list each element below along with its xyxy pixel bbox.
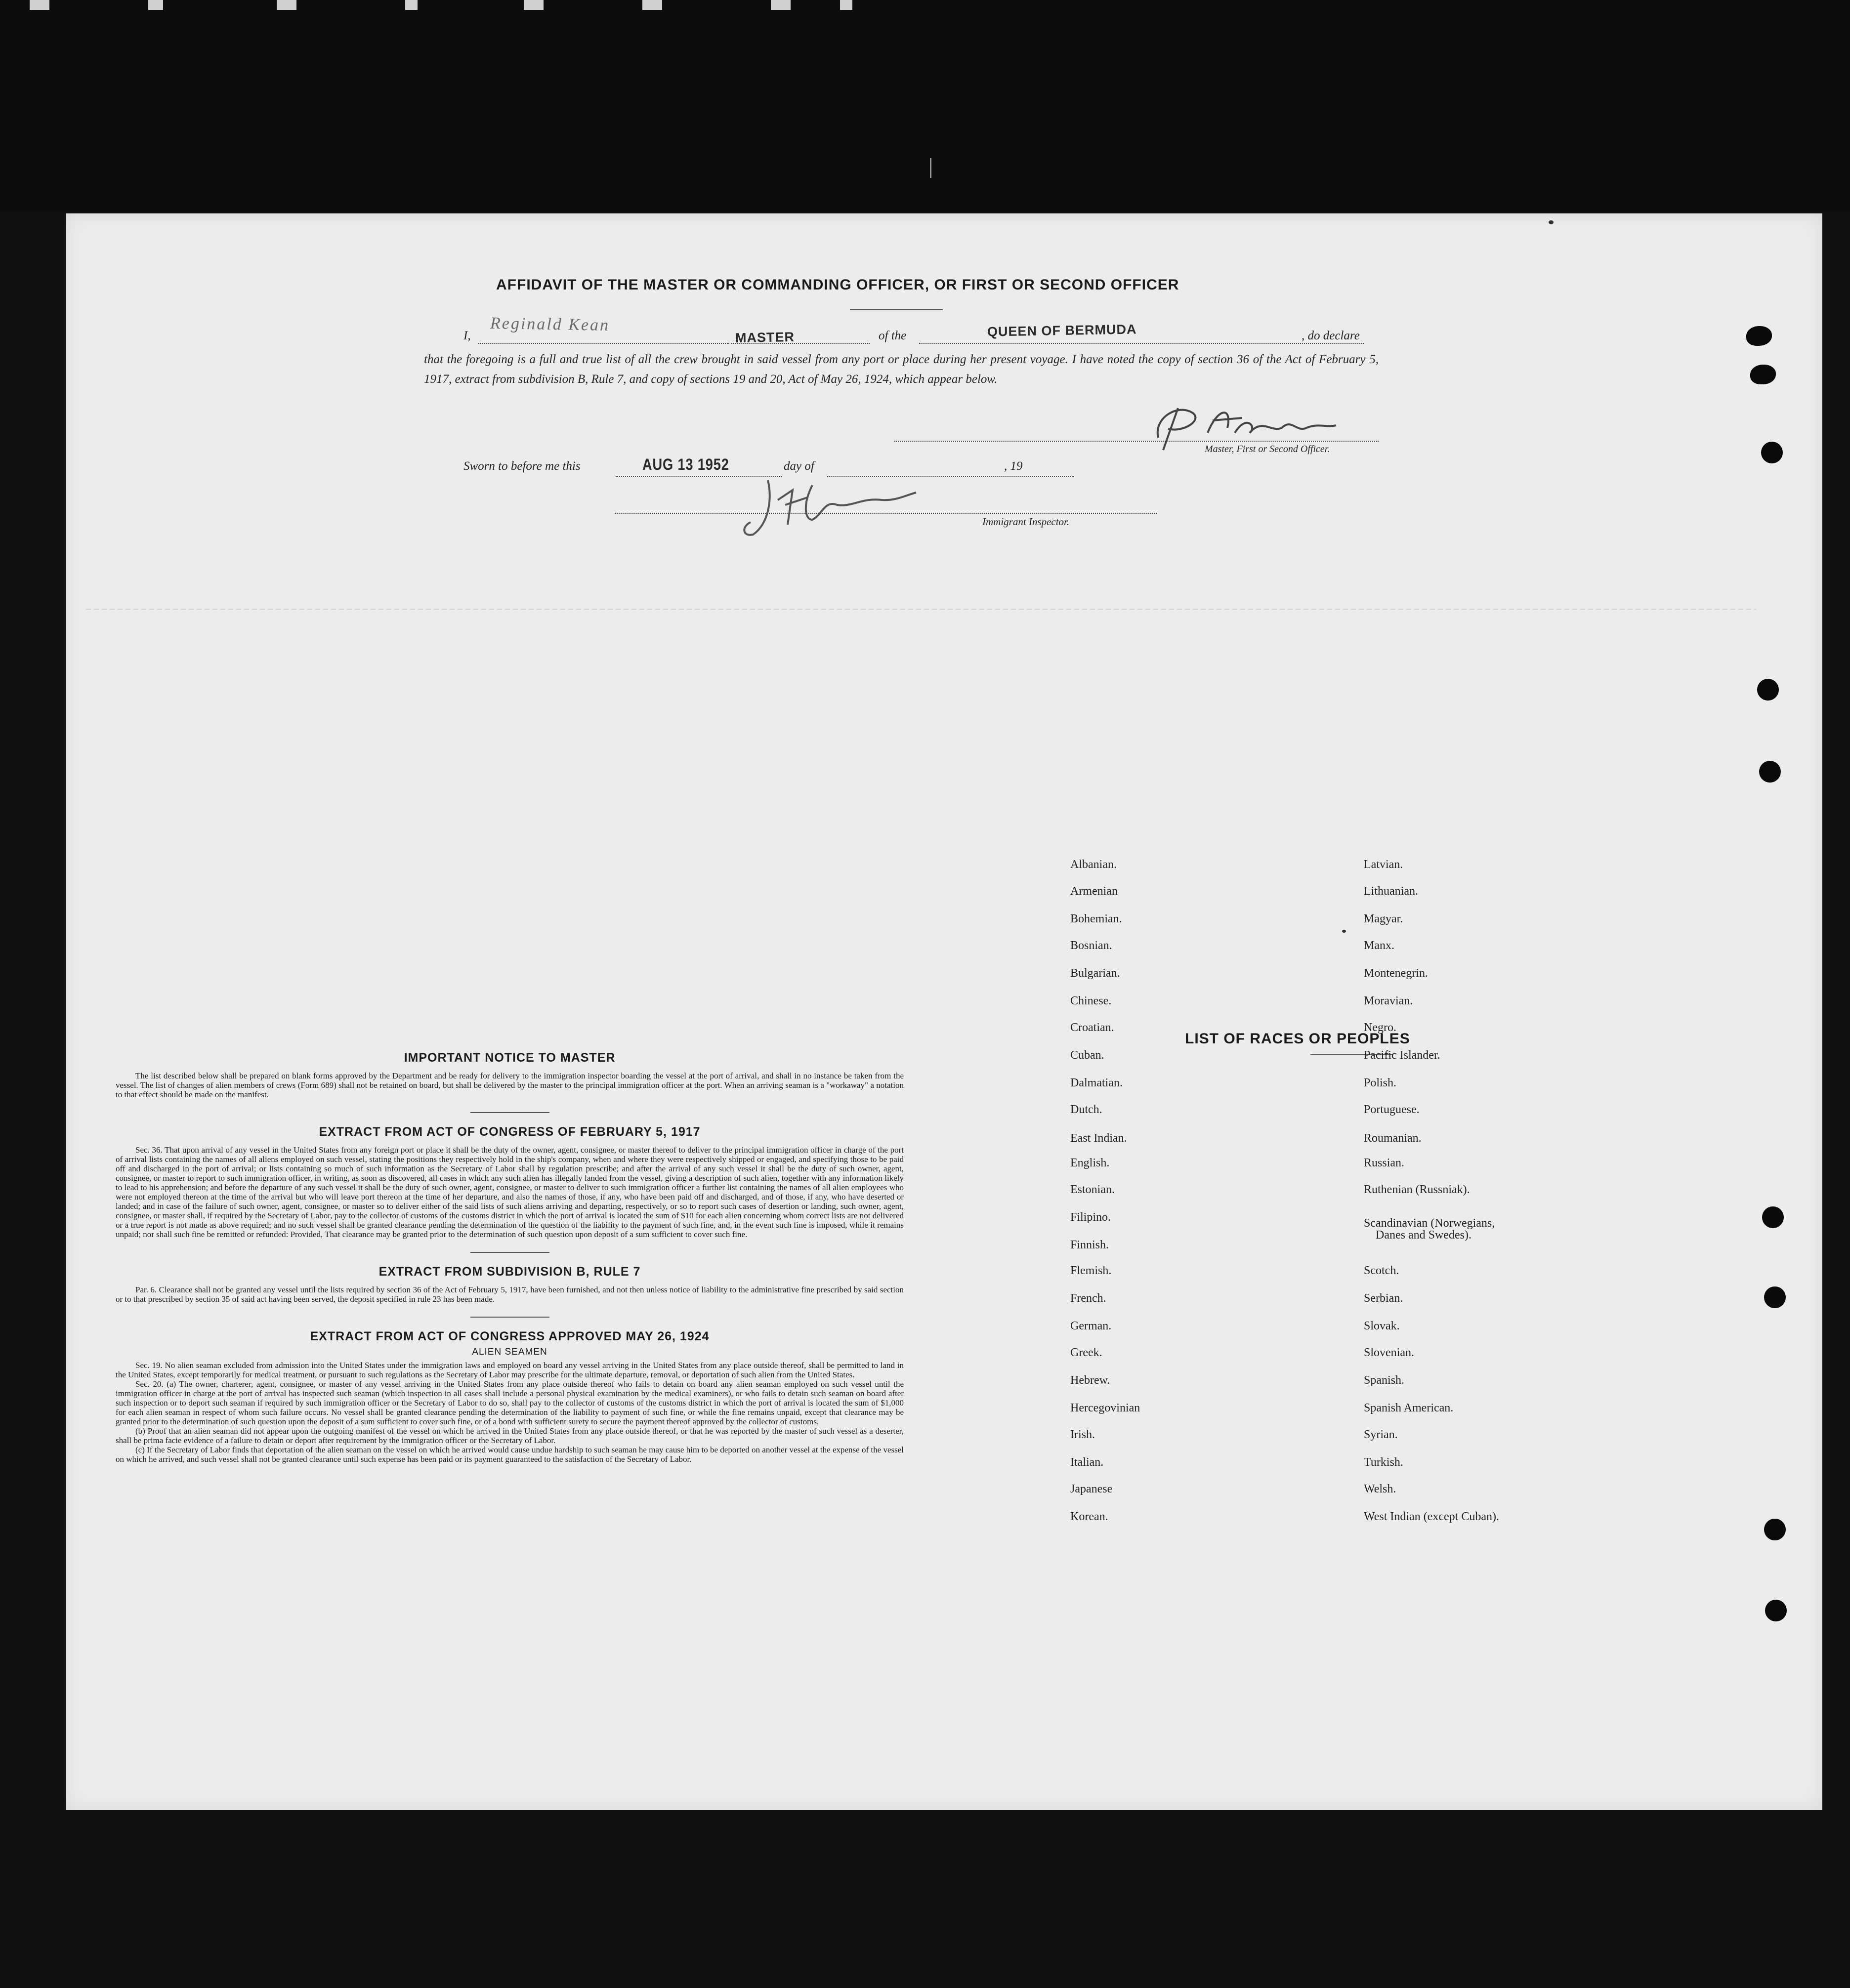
title-divider (850, 309, 943, 310)
race-item: Albanian. (1070, 858, 1117, 871)
race-item: Syrian. (1364, 1428, 1398, 1441)
race-item: Italian. (1070, 1456, 1104, 1469)
race-item: East Indian. (1070, 1132, 1127, 1145)
race-item: Lithuanian. (1364, 885, 1418, 898)
ink-speck (1549, 220, 1554, 224)
race-item: Chinese. (1070, 994, 1112, 1007)
races-list-title: LIST OF RACES OR PEOPLES (1185, 1031, 1410, 1047)
race-item: Manx. (1364, 939, 1394, 952)
punch-hole (1746, 326, 1772, 346)
inspector-signature-line (615, 513, 1157, 514)
extract-1924-sec20a: Sec. 20. (a) The owner, charterer, agent, consignee, or master of any vessel arriving in the United States from any place outside thereof who fails to detain on board any alien seaman employed on such vessel until the immigration officer in charge at the port of arrival has inspected such seaman (which inspection in all cases shall include a personal physical examination by the medical examiners), or who fails to detain such seaman on board after such inspection or to deport such seaman if required by such immigration officer or the Secretary of Labor to do so, shall pay to the collector of customs of the customs district in which the port of arrival is located the sum of $1,000 for each alien seaman in respect of whom such failure occurs. No vessel shall be granted clearance pending the determination of the liability to payment of such fine, or while the fine remains unpaid, except that clearance may be granted prior to the determination of such question upon the deposit of a sum sufficient to cover such fine, or of a bond with sufficient surety to secure the payment thereof approved by the collector of customs. (116, 1379, 904, 1426)
punch-hole (1764, 1519, 1786, 1540)
race-item: Bulgarian. (1070, 967, 1120, 980)
race-item: Russian. (1364, 1157, 1405, 1169)
name-line (478, 343, 729, 344)
race-item: Spanish. (1364, 1374, 1405, 1387)
race-item: Polish. (1364, 1077, 1397, 1089)
section-divider (470, 1317, 549, 1318)
document-page (66, 213, 1822, 1810)
race-item: Magyar. (1364, 912, 1403, 925)
race-item: Hebrew. (1070, 1374, 1110, 1387)
bleed-through-line (86, 609, 1756, 610)
rank-line (731, 343, 870, 344)
inspector-signature (738, 470, 926, 539)
race-item: Scotch. (1364, 1264, 1399, 1277)
race-item: Croatian. (1070, 1021, 1114, 1034)
race-item: Irish. (1070, 1428, 1095, 1441)
race-item: Filipino. (1070, 1211, 1111, 1224)
film-frame-marks (0, 0, 1850, 20)
section-divider (470, 1252, 549, 1253)
race-item: Japanese (1070, 1483, 1113, 1495)
race-item: Finnish. (1070, 1239, 1109, 1251)
extract-rule7-body: Par. 6. Clearance shall not be granted any vessel until the lists required by section 36 of the Act of February 5, 1917, have been furnished, and not then unless notice of liability to the administrative fine prescribed by said section or to that prescribed by section 35 of said act having been served, the deposit specified in rule 23 has been made. (116, 1285, 904, 1304)
year-prefix: , 19 (1004, 459, 1023, 473)
punch-hole (1761, 442, 1783, 463)
race-item: Greek. (1070, 1346, 1102, 1359)
race-item: Danes and Swedes). (1376, 1229, 1472, 1242)
alien-seamen-subtitle: ALIEN SEAMEN (472, 1347, 547, 1357)
declarant-prefix: I, (463, 329, 471, 342)
sworn-label: Sworn to before me this (463, 459, 581, 473)
master-signature-caption: Master, First or Second Officer. (1205, 444, 1330, 455)
declarant-name-handwritten: Reginald Kean (490, 314, 610, 335)
vessel-name-stamp: QUEEN OF BERMUDA (987, 322, 1137, 339)
race-item: Welsh. (1364, 1483, 1396, 1495)
ink-speck (1342, 930, 1346, 933)
of-the-label: of the (879, 329, 907, 342)
race-item: Pacific Islander. (1364, 1049, 1440, 1062)
race-item: Latvian. (1364, 858, 1403, 871)
race-item: Ruthenian (Russniak). (1364, 1183, 1470, 1196)
race-item: French. (1070, 1292, 1106, 1305)
extract-1917-body: Sec. 36. That upon arrival of any vessel in the United States from any foreign port or place it shall be the duty of the owner, agent, consignee, or master thereof to deliver to the principal immigration officer in charge of the port of arrival lists containing the names of all aliens employed on such vessel, stating the positions they respectively hold in the ship's company, when and where they were respectively shipped or engaged, and specifying those to be paid off and discharged in the port of arrival; or lists containing so much of such information as the Secretary of Labor shall by regulation prescribe; and after the arrival of any such vessel it shall be the duty of such owner, agent, consignee, or master to report to such immigration officer, in writing, as soon as discovered, all cases in which any such alien has illegally landed from the vessel, giving a description of such alien, together with any information likely to lead to his apprehension; and before the departure of any such vessel it shall be the duty of such owner, agent, consignee, or master to deliver to such immigration officer a further list containing the names of all alien employees who were not employed thereon at the time of the arrival but who will leave port thereon at the time of her departure, and also the names of those, if any, who have been paid off and discharged, and of those, if any, who have deserted or landed; and in case of the failure of such owner, agent, consignee, or master so to deliver either of the said lists of such aliens arriving and departing, respectively, or so to report such cases of desertion or landing, such owner, agent, consignee, or master shall, if required by the Secretary of Labor, pay to the collector of customs of the customs district in which the port of arrival is located the sum of $10 for each alien concerning whom correct lists are not delivered or a true report is not made as above required; and no such vessel shall be granted clearance pending the determination of the question of the liability to the payment of such fine, and, in the event such fine is imposed, while it remains unpaid; nor shall such fine be remitted or refunded: Provided, That clearance may be granted prior to the determination of such question upon deposit of a sum sufficient to cover such fine. (116, 1145, 904, 1239)
microfilm-border (0, 0, 1850, 212)
race-item: Serbian. (1364, 1292, 1403, 1305)
inspector-caption: Immigrant Inspector. (982, 516, 1070, 528)
declaration-text: that the foregoing is a full and true list of all the crew brought in said vessel from any port or place during her present voyage. I have noted the copy of section 36 of the Act of February 5, 1917, extract from subdivision B, Rule 7, and copy of sections 19 and 20, Act of May 26, 1924, which appear below. (424, 353, 1379, 386)
section-divider (470, 1112, 549, 1113)
extract-1924-title: EXTRACT FROM ACT OF CONGRESS APPROVED MAY 26, 1924 (310, 1329, 710, 1343)
race-item: Slovenian. (1364, 1346, 1414, 1359)
day-of-label: day of (784, 459, 814, 473)
punch-hole (1757, 679, 1779, 701)
race-item: Dutch. (1070, 1103, 1102, 1116)
race-item: Negro. (1364, 1021, 1396, 1034)
race-item: German. (1070, 1320, 1112, 1332)
race-item: Hercegovinian (1070, 1402, 1140, 1414)
extract-1924-sec19: Sec. 19. No alien seaman excluded from admission into the United States under the immigration laws and employed on board any vessel arriving in the United States from any place outside thereof, shall be permitted to land in the United States, except temporarily for medical treatment, or pursuant to such regulations as the Secretary of Labor may prescribe for the ultimate departure, removal, or deportation of such alien from the United States. (116, 1361, 904, 1379)
affidavit-title: AFFIDAVIT OF THE MASTER OR COMMANDING OFFICER, OR FIRST OR SECOND OFFICER (496, 277, 1179, 293)
race-item: Dalmatian. (1070, 1077, 1123, 1089)
race-item: Slovak. (1364, 1320, 1400, 1332)
race-item: Korean. (1070, 1510, 1108, 1523)
race-item: Estonian. (1070, 1183, 1115, 1196)
race-item: Moravian. (1364, 994, 1413, 1007)
punch-hole (1764, 1286, 1786, 1308)
race-item: Roumanian. (1364, 1132, 1422, 1145)
race-item: Portuguese. (1364, 1103, 1420, 1116)
race-item: Scandinavian (Norwegians, (1364, 1217, 1495, 1230)
race-item: Montenegrin. (1364, 967, 1428, 980)
punch-hole (1750, 365, 1776, 384)
important-notice (116, 1051, 904, 1464)
race-item: Spanish American. (1364, 1402, 1454, 1414)
do-declare-label: , do declare (1302, 329, 1360, 342)
extract-rule7-title: EXTRACT FROM SUBDIVISION B, RULE 7 (378, 1265, 641, 1279)
rank-stamp: MASTER (735, 329, 795, 346)
punch-hole (1762, 1206, 1784, 1228)
race-item: English. (1070, 1157, 1110, 1169)
notice-body: The list described below shall be prepared on blank forms approved by the Department and be ready for delivery to the immigration inspector boarding the vessel at the port of arrival, and shall in no instance be taken from the vessel. The list of changes of alien members of crews (Form 689) shall not be retained on board, but shall be delivered by the master to the principal immigration officer at the port. When an arriving seaman is a "workaway" a notation to that effect should be made on the manifest. (116, 1071, 904, 1099)
extract-1917-title: EXTRACT FROM ACT OF CONGRESS OF FEBRUARY 5, 1917 (319, 1125, 701, 1139)
race-item: Bosnian. (1070, 939, 1112, 952)
race-item: West Indian (except Cuban). (1364, 1510, 1499, 1523)
sworn-date-stamp: AUG 13 1952 (642, 456, 729, 473)
punch-hole (1759, 761, 1781, 783)
notice-title: IMPORTANT NOTICE TO MASTER (404, 1051, 616, 1065)
punch-hole (1765, 1600, 1787, 1621)
extract-1924-sec20c: (c) If the Secretary of Labor finds that deportation of the alien seaman on the vessel on which he arrived would cause undue hardship to such seaman he may cause him to be deported on another vessel at the expense of the vessel on which he arrived, and such vessel shall not be granted clearance until such expense has been paid or its payment guaranteed to the satisfaction of the Secretary of Labor. (116, 1445, 904, 1464)
race-item: Turkish. (1364, 1456, 1403, 1469)
film-scratch (930, 158, 931, 178)
extract-1924-sec20b: (b) Proof that an alien seaman did not appear upon the outgoing manifest of the vessel on which he arrived in the United States from any place outside thereof, or that he was reported by the master of such vessel as a deserter, shall be prima facie evidence of a failure to detain or deport after requirement by the immigration officer or the Secretary of Labor. (116, 1426, 904, 1445)
race-item: Bohemian. (1070, 912, 1122, 925)
vessel-line (919, 343, 1364, 344)
race-item: Armenian (1070, 885, 1118, 898)
race-item: Cuban. (1070, 1049, 1104, 1062)
race-item: Flemish. (1070, 1264, 1112, 1277)
